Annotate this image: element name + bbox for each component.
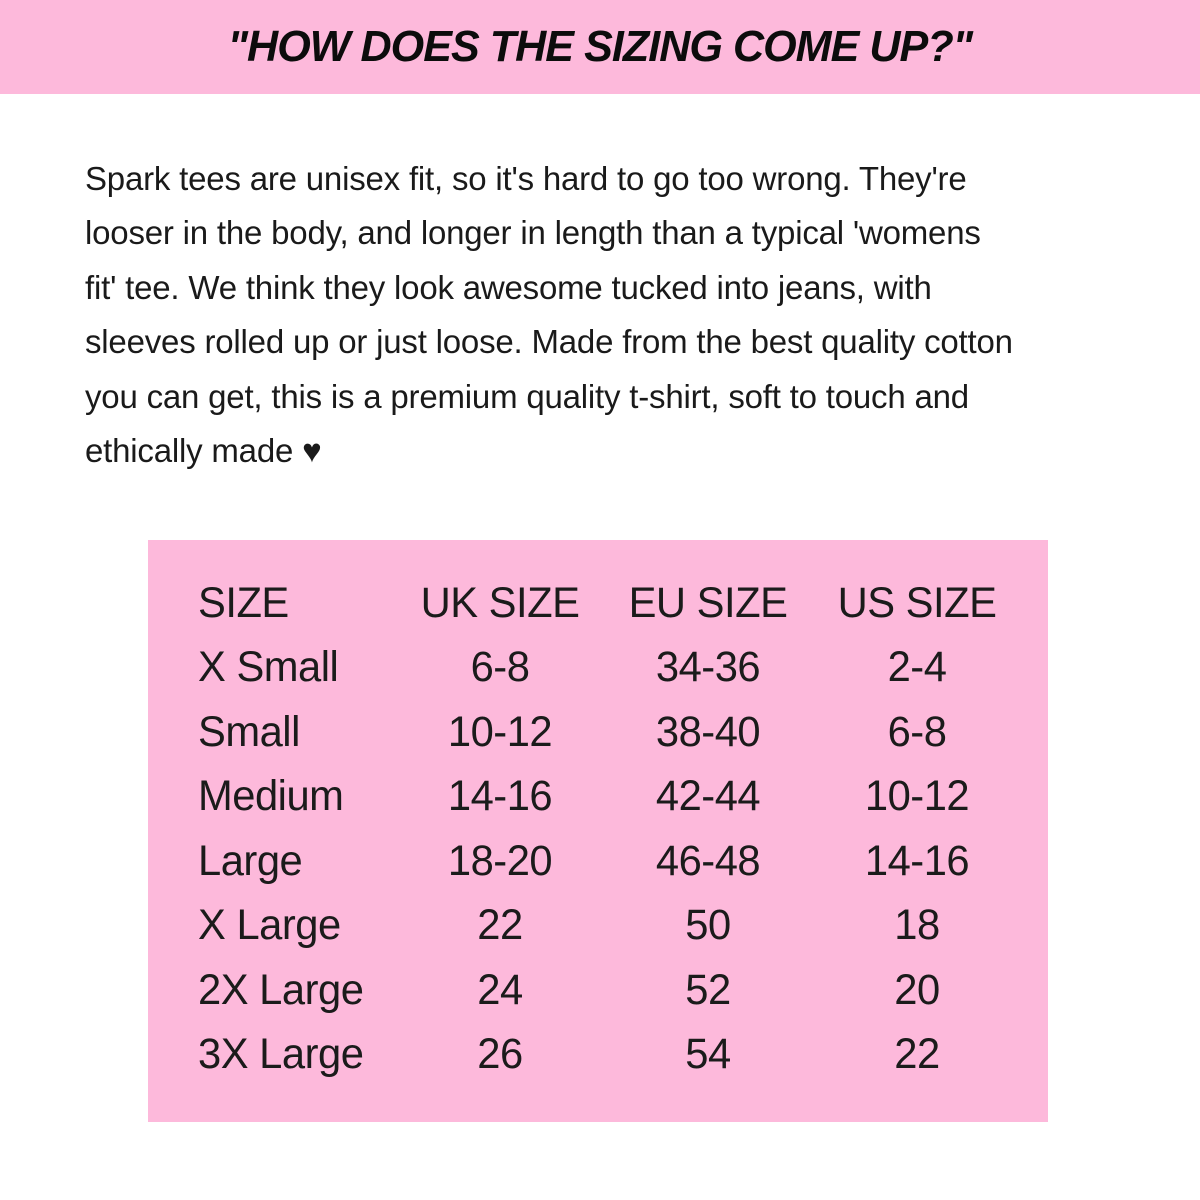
size-chart-table (148, 540, 1048, 1122)
cell-us-size: 6-8 (887, 707, 947, 756)
cell-uk-size: 18-20 (447, 836, 553, 885)
cell-us-size: 20 (894, 965, 940, 1014)
size-chart-header-row (148, 571, 1048, 636)
cell-eu-size: 38-40 (655, 707, 761, 756)
cell-uk-size: 14-16 (447, 772, 553, 821)
cell-eu-size: 46-48 (655, 836, 761, 885)
cell-us-size: 14-16 (864, 836, 970, 885)
cell-size-label: 3X Large (198, 1030, 364, 1079)
cell-us-size: 22 (894, 1030, 940, 1079)
cell-eu-size: 54 (685, 1030, 731, 1079)
cell-uk-size: 6-8 (470, 643, 530, 692)
header-banner (0, 0, 1200, 94)
cell-eu-size: 50 (685, 901, 731, 950)
cell-uk-size: 22 (477, 901, 523, 950)
cell-eu-size: 34-36 (655, 643, 761, 692)
intro-line: looser in the body, and longer in length than a typical 'womens (85, 214, 981, 252)
cell-us-size: 18 (894, 901, 940, 950)
cell-uk-size: 10-12 (447, 707, 553, 756)
cell-us-size: 2-4 (887, 643, 947, 692)
cell-us-size: 10-12 (864, 772, 970, 821)
cell-size-label: Small (198, 707, 300, 756)
column-header-us-size: US SIZE (837, 578, 997, 627)
table-row-large (148, 829, 1048, 894)
cell-eu-size: 52 (685, 965, 731, 1014)
column-header-eu-size: EU SIZE (628, 578, 788, 627)
table-row-small (148, 700, 1048, 765)
cell-size-label: X Small (198, 643, 339, 692)
table-row-3x-large (148, 1023, 1048, 1088)
cell-size-label: X Large (198, 901, 341, 950)
table-row-2x-large (148, 958, 1048, 1023)
cell-size-label: Large (198, 836, 303, 885)
table-row-x-small (148, 636, 1048, 701)
column-header-size: SIZE (198, 578, 289, 627)
intro-paragraph (85, 152, 1145, 478)
intro-line: you can get, this is a premium quality t-shirt, soft to touch and (85, 377, 969, 415)
column-header-uk-size: UK SIZE (420, 578, 580, 627)
page-title: "HOW DOES THE SIZING COME UP?" (227, 22, 973, 71)
intro-line: sleeves rolled up or just loose. Made from the best quality cotton (85, 323, 1013, 361)
cell-size-label: Medium (198, 772, 344, 821)
cell-size-label: 2X Large (198, 965, 364, 1014)
intro-line: fit' tee. We think they look awesome tucked into jeans, with (85, 268, 932, 306)
intro-line: Spark tees are unisex fit, so it's hard to go too wrong. They're (85, 160, 967, 197)
intro-line-with-heart-icon: ethically made ♥ (85, 432, 322, 470)
cell-uk-size: 26 (477, 1030, 523, 1079)
table-row-medium (148, 765, 1048, 830)
table-row-x-large (148, 894, 1048, 959)
cell-uk-size: 24 (477, 965, 523, 1014)
cell-eu-size: 42-44 (655, 772, 761, 821)
